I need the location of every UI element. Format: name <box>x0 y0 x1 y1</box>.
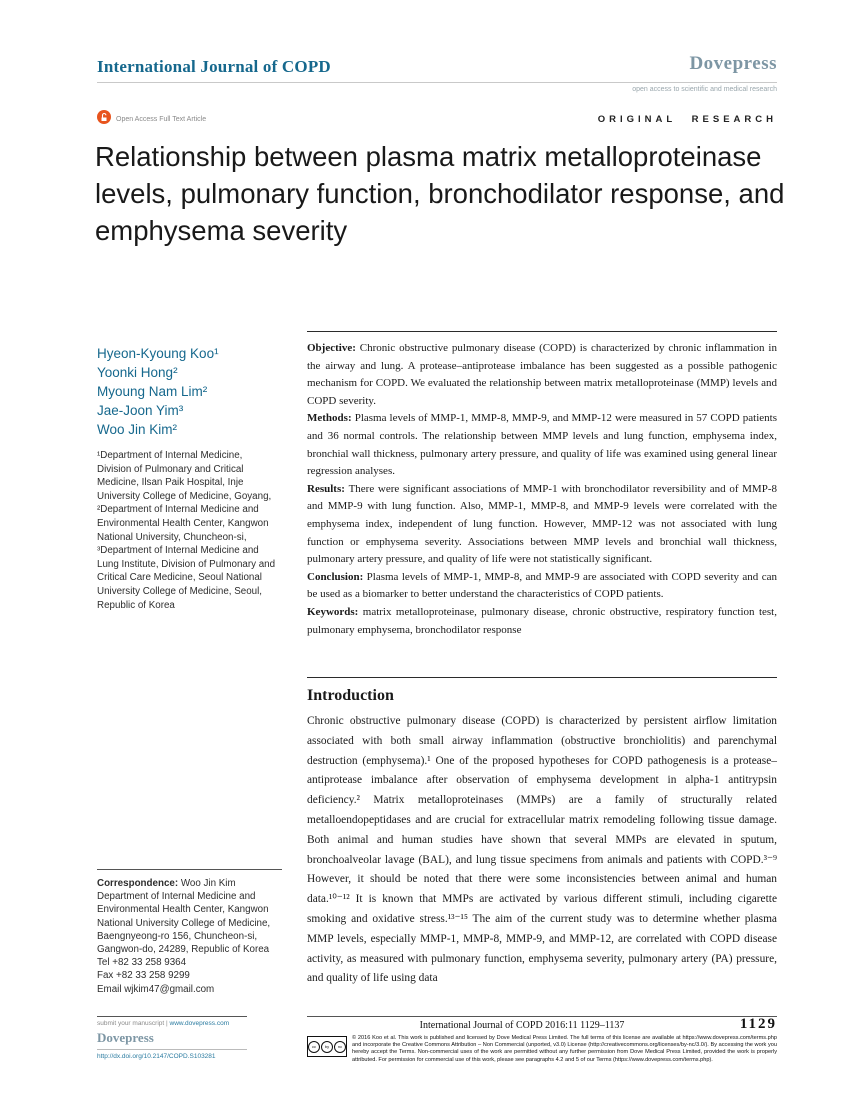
correspondence-tel: Tel +82 33 258 9364 <box>97 957 187 969</box>
author-name: Woo Jin Kim² <box>97 422 178 437</box>
abstract-results <box>307 481 777 569</box>
doi-link[interactable]: http://dx.doi.org/10.2147/COPD.S103281 <box>97 1053 216 1060</box>
abstract-top-divider <box>307 331 777 332</box>
cc-icon: cc <box>308 1041 320 1053</box>
abstract-conclusion <box>307 569 777 604</box>
open-access-badge[interactable] <box>97 110 206 129</box>
abstract-conclusion-text: Plasma levels of MMP-1, MMP-8, and MMP-9 are associated with COPD severity and can be used as a biomarker to better understand the characteristics of COPD patients. <box>307 570 777 601</box>
correspondence-email-label: Email <box>97 983 125 995</box>
footer-dovepress-logo: Dovepress <box>97 1030 154 1045</box>
correspondence-fax: Fax +82 33 258 9299 <box>97 970 190 982</box>
abstract-keywords-text: matrix metalloproteinase, pulmonary disease, chronic obstructive, respiratory function test, pulmonary emphysema, bronchodilator response <box>307 605 777 636</box>
submit-separator: | <box>164 1020 170 1027</box>
introduction-body: Chronic obstructive pulmonary disease (COPD) is characterized by persistent airflow limitation associated with both small airway inflammation (obstructive bronchiolitis) and parenchymal destruction (emphysema).¹ One of the proposed hypotheses for COPD pathogenesis is a protease–antiprotease imbalance after observation of emphysema development in alpha-1 antitrypsin deficiency.² Matrix metalloproteinases (MMPs) are a family of structurally related metalloendopeptidases and are crucial for extracellular matrix remodeling following tissue damage. Both animal and human studies have shown that several MMPs are elevated in sputum, bronchoalveolar lavage (BAL), and lung tissue specimens from animals and patients with COPD.³⁻⁹ However, it should be noted that there were some inconsistencies between animal and human data.¹⁰⁻¹² It is known that MMPs are activated by various different stimuli, including cigarette smoking and oxidative stress.¹³⁻¹⁵ The aim of the current study was to determine whether plasma MMP levels, especially MMP-1, MMP-8, MMP-9, and MMP-12, are correlated with COPD disease activity, as measured with pulmonary function, emphysema severity, pulmonary artery (PA) pressure, and quality of life using data <box>307 715 777 985</box>
article-type-label: ORIGINAL RESEARCH <box>597 114 777 125</box>
correspondence-label: Correspondence: <box>97 878 181 889</box>
author-name: Jae-Joon Yim³ <box>97 403 184 418</box>
cc-by-icon: by <box>321 1041 333 1053</box>
abstract <box>307 340 777 639</box>
author-name: Hyeon-Kyoung Koo¹ <box>97 346 219 361</box>
author-name: Myoung Nam Lim² <box>97 384 208 399</box>
cc-license-icon[interactable] <box>307 1036 347 1057</box>
dovepress-logo: Dovepress <box>689 53 777 74</box>
abstract-keywords <box>307 604 777 639</box>
open-access-label: Open Access Full Text Article <box>116 116 207 123</box>
cc-nc-icon: nc <box>334 1041 346 1053</box>
correspondence-email-link[interactable]: wjkim47@gmail.com <box>124 983 215 995</box>
footer-left-divider <box>97 1016 247 1017</box>
introduction-heading: Introduction <box>307 687 394 704</box>
abstract-objective-text: Chronic obstructive pulmonary disease (COPD) is characterized by chronic inflammation in the airway and lung. A protease–antiprotease imbalance has been suggested as a possible pathogenic mechanism for COPD. We evaluated the relationship between matrix metalloproteinase (MMP) levels and COPD severity. <box>307 342 777 407</box>
abstract-methods <box>307 410 777 480</box>
article-title: Relationship between plasma matrix metalloproteinase levels, pulmonary function, bronchodilator response, and emphysema severity <box>95 141 785 246</box>
correspondence-name: Woo Jin Kim <box>180 878 236 889</box>
affiliations: ¹Department of Internal Medicine, Division of Pulmonary and Critical Medicine, Ilsan Paik Hospital, Inje University College of Medicine, Goyang, ²Department of Internal Medicine and Environmental Health Center, Kangwon National University, Chuncheon-si, ³Department of Internal Medicine and Lung Institute, Division of Pulmonary and Critical Care Medicine, Seoul National University College of Medicine, Seoul, Republic of Korea <box>97 450 276 611</box>
abstract-results-text: There were significant associations of MMP-1 with bronchodilator reversibility and of MMP-8 and MMP-9 with lung function. Also, MMP-1, MMP-8, and MMP-9 levels were correlated with the emphysema index, independent of lung function. However, MMP-12 was not associated with lung function or emphysema severity. Associations between MMP levels and bronchial wall thickness, pulmonary artery pressure, and quality of life were not statistically significant. <box>307 482 777 566</box>
abstract-methods-label: Methods: <box>307 412 355 425</box>
header-divider <box>97 82 777 83</box>
journal-name: International Journal of COPD <box>97 57 331 76</box>
abstract-objective <box>307 340 777 410</box>
journal-tagline: open access to scientific and medical research <box>632 86 777 93</box>
journal-citation: International Journal of COPD 2016:11 1129–1137 <box>419 1020 625 1031</box>
abstract-bottom-divider <box>307 677 777 678</box>
correspondence-address: Department of Internal Medicine and Environmental Health Center, Kangwon National University College of Medicine, Baengnyeong-ro 156, Chuncheon-si, Gangwon-do, 24289, Republic of Korea <box>97 891 271 956</box>
license-text: © 2016 Koo et al. This work is published and licensed by Dove Medical Press Limited. The full terms of this license are available at https://www.dovepress.com/terms.php and incorporate the Creative Commons Attribution – Non Commercial (unported, v3.0) License (http://creativecommons.org/licenses/by-nc/3.0/). By accessing the work you hereby accept the Terms. Non-commercial uses of the work are permitted without any further permission from Dove Medical Press Limited, provided the work is properly attributed. For permission for commercial use of this work, please see paragraphs 4.2 and 5 of our Terms (https://www.dovepress.com/terms.php). <box>352 1035 777 1063</box>
abstract-keywords-label: Keywords: <box>307 605 363 618</box>
submit-manuscript-line <box>97 1020 247 1027</box>
author-name: Yoonki Hong² <box>97 365 178 380</box>
abstract-objective-label: Objective: <box>307 342 360 354</box>
correspondence-email-line <box>97 983 282 996</box>
correspondence-divider <box>97 869 282 870</box>
abstract-conclusion-label: Conclusion: <box>307 570 367 583</box>
open-access-icon <box>97 110 111 129</box>
page-number: 1129 <box>739 1016 777 1032</box>
abstract-methods-text: Plasma levels of MMP-1, MMP-8, MMP-9, and MMP-12 were measured in 57 COPD patients and 36 normal controls. The relationship between MMP levels and lung function, emphysema index, bronchial wall thickness, pulmonary artery pressure, and quality of life was examined using general linear regression analyses. <box>307 412 778 478</box>
author-list <box>97 344 219 439</box>
correspondence-block <box>97 877 282 996</box>
footer-left-divider-2 <box>97 1049 247 1050</box>
submit-label: submit your manuscript <box>97 1020 165 1027</box>
correspondence-name-line <box>97 877 282 890</box>
dovepress-url-link[interactable]: www.dovepress.com <box>169 1020 230 1027</box>
abstract-results-label: Results: <box>307 482 349 495</box>
